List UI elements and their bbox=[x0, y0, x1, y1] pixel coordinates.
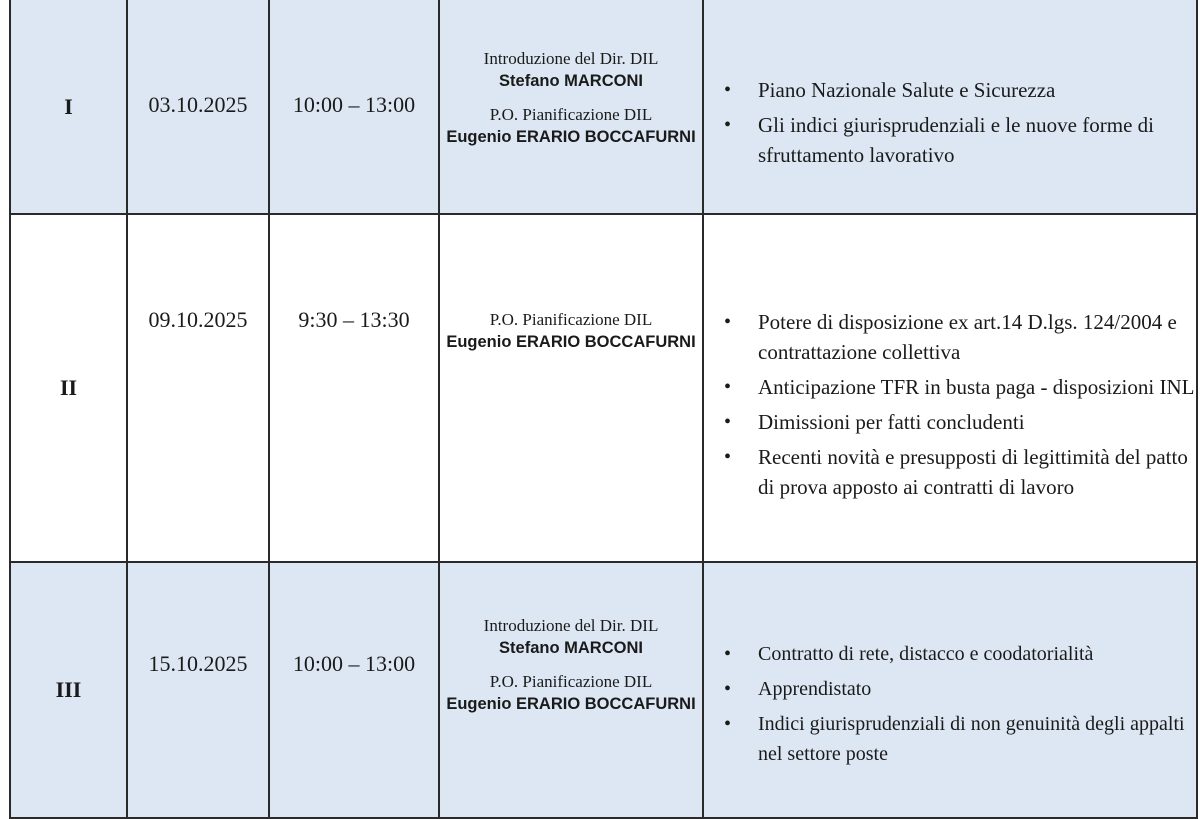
session-date: 15.10.2025 bbox=[127, 562, 269, 818]
session-topics bbox=[703, 562, 1197, 818]
topic-list bbox=[704, 639, 1196, 769]
speaker-entry bbox=[440, 48, 702, 92]
speaker-name: Stefano MARCONI bbox=[499, 639, 643, 657]
bullet-icon: • bbox=[724, 113, 732, 136]
session-number: II bbox=[10, 214, 127, 562]
session-time: 10:00 – 13:00 bbox=[269, 562, 439, 818]
bullet-icon: • bbox=[724, 78, 732, 101]
session-row-3 bbox=[10, 562, 1197, 818]
session-topics bbox=[703, 214, 1197, 562]
speaker-entry bbox=[440, 309, 702, 353]
session-row-1 bbox=[10, 0, 1197, 214]
bullet-icon: • bbox=[724, 311, 732, 333]
topic-text: Contratto di rete, distacco e coodatorialità bbox=[758, 642, 1094, 665]
topic-text: Piano Nazionale Salute e Sicurezza bbox=[758, 77, 1056, 102]
topic-text: Dimissioni per fatti concludenti bbox=[758, 410, 1025, 434]
topic-text: Indici giurisprudenziali di non genuinità degli appalti nel settore poste bbox=[758, 712, 1185, 765]
bullet-icon: • bbox=[724, 376, 732, 398]
session-date: 09.10.2025 bbox=[127, 214, 269, 562]
speaker-entry bbox=[440, 671, 702, 715]
topic-item bbox=[722, 372, 1196, 402]
bullet-icon: • bbox=[724, 446, 732, 468]
topic-item bbox=[722, 639, 1196, 669]
topic-list bbox=[704, 75, 1196, 170]
topic-item bbox=[722, 442, 1196, 502]
session-number: I bbox=[10, 0, 127, 214]
session-time: 10:00 – 13:00 bbox=[269, 0, 439, 214]
topic-text: Apprendistato bbox=[758, 677, 872, 700]
bullet-icon: • bbox=[724, 642, 732, 665]
speaker-role: P.O. Pianificazione DIL bbox=[489, 310, 653, 329]
speaker-name: Eugenio ERARIO BOCCAFURNI bbox=[446, 128, 696, 146]
session-topics bbox=[703, 0, 1197, 214]
topic-item bbox=[722, 75, 1196, 105]
speaker-role: Introduzione del Dir. DIL bbox=[483, 616, 659, 635]
session-speakers bbox=[439, 0, 703, 214]
schedule-table bbox=[9, 0, 1198, 819]
topic-text: Gli indici giurisprudenziali e le nuove forme di sfruttamento lavorativo bbox=[758, 112, 1154, 167]
topic-text: Anticipazione TFR in busta paga - disposizioni INL bbox=[758, 375, 1195, 399]
speaker-role: P.O. Pianificazione DIL bbox=[489, 672, 653, 691]
topic-list bbox=[704, 307, 1196, 502]
session-speakers bbox=[439, 562, 703, 818]
speaker-name: Eugenio ERARIO BOCCAFURNI bbox=[446, 333, 696, 351]
speaker-entry bbox=[440, 615, 702, 659]
topic-item bbox=[722, 407, 1196, 437]
speaker-entry bbox=[440, 104, 702, 148]
session-time: 9:30 – 13:30 bbox=[269, 214, 439, 562]
bullet-icon: • bbox=[724, 712, 732, 735]
speaker-name: Stefano MARCONI bbox=[499, 72, 643, 90]
speaker-name: Eugenio ERARIO BOCCAFURNI bbox=[446, 695, 696, 713]
topic-item bbox=[722, 307, 1196, 367]
topic-item bbox=[722, 709, 1196, 769]
speaker-role: P.O. Pianificazione DIL bbox=[489, 105, 653, 124]
topic-text: Potere di disposizione ex art.14 D.lgs. 124/2004 e contrattazione collettiva bbox=[758, 310, 1177, 364]
topic-item bbox=[722, 674, 1196, 704]
topic-text: Recenti novità e presupposti di legittimità del patto di prova apposto ai contratti di lavoro bbox=[758, 445, 1188, 499]
speaker-role: Introduzione del Dir. DIL bbox=[483, 49, 659, 68]
topic-item bbox=[722, 110, 1196, 170]
bullet-icon: • bbox=[724, 411, 732, 433]
session-date: 03.10.2025 bbox=[127, 0, 269, 214]
session-speakers bbox=[439, 214, 703, 562]
session-number: III bbox=[10, 562, 127, 818]
bullet-icon: • bbox=[724, 677, 732, 700]
session-row-2 bbox=[10, 214, 1197, 562]
